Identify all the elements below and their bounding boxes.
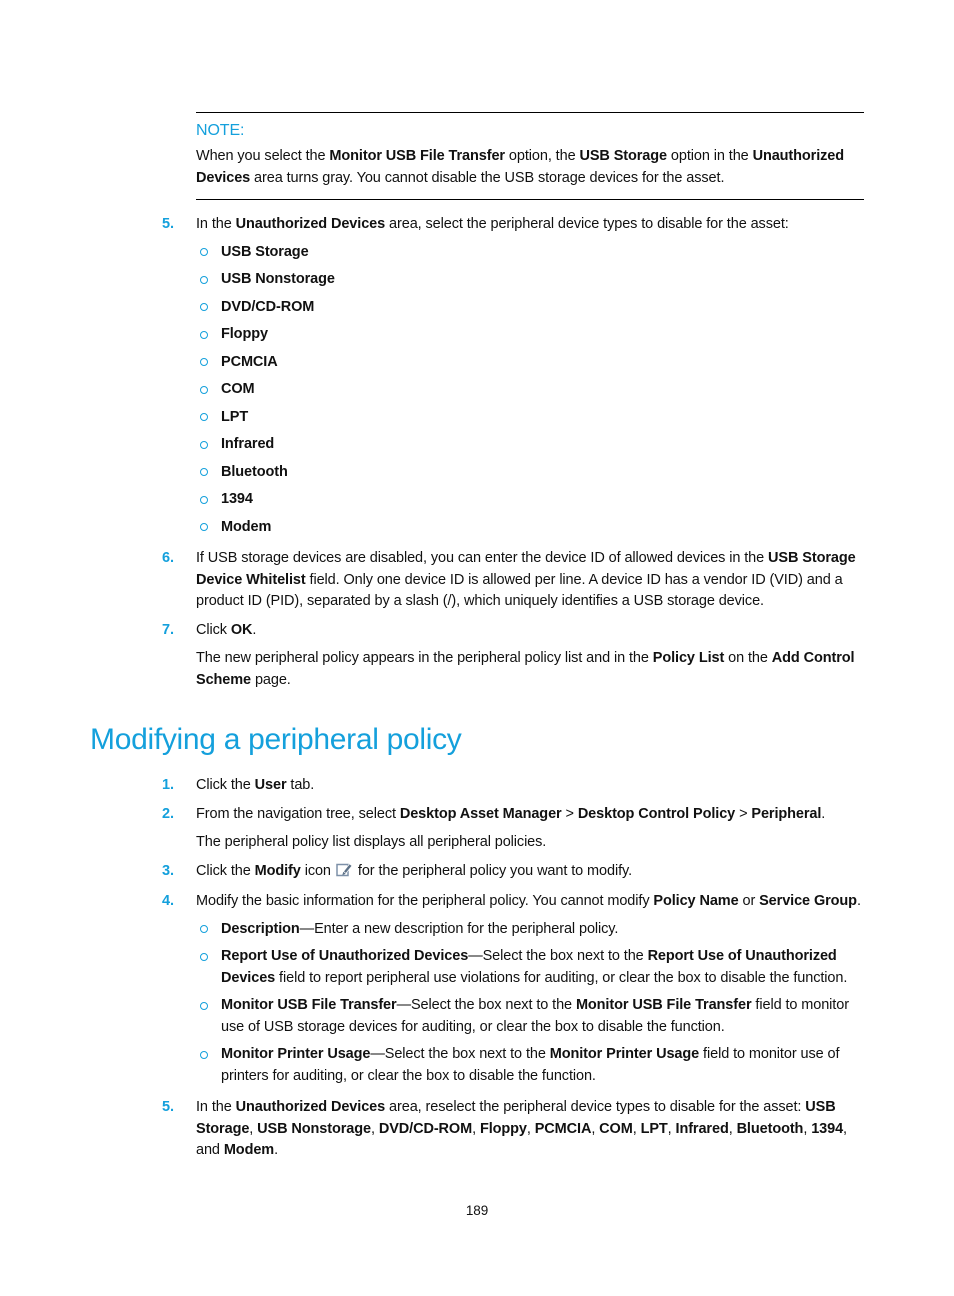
device-name: Modem bbox=[221, 518, 272, 535]
device-name: USB Nonstorage bbox=[221, 271, 335, 287]
step-text: Modify the basic information for the peripheral policy. You cannot modify Policy Name or Service Group. bbox=[196, 893, 861, 909]
section-heading: Modifying a peripheral policy bbox=[90, 723, 462, 756]
step-body bbox=[196, 775, 864, 797]
list-item bbox=[196, 462, 864, 484]
step-body bbox=[196, 214, 864, 541]
device-name: Floppy bbox=[221, 326, 268, 342]
device-name: 1394 bbox=[221, 491, 253, 507]
note-text: When you select the Monitor USB File Transfer option, the USB Storage option in the Unauthorized Devices area turns gray. You cannot disable the USB storage devices for the asset. bbox=[196, 148, 845, 186]
device-name: USB Storage bbox=[221, 243, 309, 260]
step-6-top bbox=[162, 548, 864, 613]
device-name: Bluetooth bbox=[221, 463, 288, 480]
list-item bbox=[196, 379, 864, 401]
modify-icon bbox=[336, 862, 353, 885]
option-text: Report Use of Unauthorized Devices—Select the box next to the Report Use of Unauthorized Devices field to report peripheral use violations for auditing, or clear the box to disable the function. bbox=[221, 948, 848, 986]
step-number: 2. bbox=[162, 805, 174, 822]
list-item bbox=[196, 517, 864, 539]
step-number: 4. bbox=[162, 893, 174, 909]
step-body bbox=[196, 1097, 864, 1162]
step-text-before: Click the Modify icon bbox=[196, 862, 331, 879]
list-item bbox=[196, 297, 864, 319]
circle-bullet-icon bbox=[200, 953, 208, 961]
step-text: Click OK. bbox=[196, 621, 257, 638]
page-number: 189 bbox=[465, 1203, 489, 1218]
option-text: Monitor Printer Usage—Select the box next to the Monitor Printer Usage field to monitor use of printers for auditing, or clear the box to disable the function. bbox=[221, 1046, 840, 1084]
step-number: 5. bbox=[162, 1099, 174, 1115]
device-name: COM bbox=[221, 381, 255, 397]
step-text: From the navigation tree, select Desktop Asset Manager > Desktop Control Policy > Peripheral. bbox=[196, 805, 826, 822]
circle-bullet-icon bbox=[200, 276, 208, 284]
circle-bullet-icon bbox=[200, 303, 208, 311]
device-list bbox=[196, 242, 864, 539]
list-item bbox=[196, 946, 864, 989]
step-text: If USB storage devices are disabled, you can enter the device ID of allowed devices in the USB Storage Device Whitelist field. Only one device ID is allowed per line. A device ID has a vendor ID (VID) and a product ID (PID), separated by a slash (/), which uniquely identifies a USB storage device. bbox=[196, 550, 856, 609]
step-body bbox=[196, 620, 864, 692]
circle-bullet-icon bbox=[200, 386, 208, 394]
step-3 bbox=[162, 861, 864, 885]
circle-bullet-icon bbox=[200, 496, 208, 504]
list-item bbox=[196, 995, 864, 1038]
circle-bullet-icon bbox=[200, 925, 208, 933]
circle-bullet-icon bbox=[200, 331, 208, 339]
device-name: LPT bbox=[221, 408, 249, 425]
step-7-top bbox=[162, 620, 864, 692]
circle-bullet-icon bbox=[200, 468, 208, 476]
device-name: PCMCIA bbox=[221, 353, 278, 370]
device-name: DVD/CD-ROM bbox=[221, 298, 315, 315]
step-number: 7. bbox=[162, 621, 174, 638]
list-item bbox=[196, 407, 864, 429]
note-box bbox=[196, 112, 864, 200]
step-number: 3. bbox=[162, 862, 174, 879]
step-2 bbox=[162, 804, 864, 854]
device-name: Infrared bbox=[221, 436, 275, 452]
step-5 bbox=[162, 1097, 864, 1162]
option-list bbox=[196, 919, 864, 1088]
step-4 bbox=[162, 891, 864, 1090]
circle-bullet-icon bbox=[200, 1051, 208, 1059]
note-label: NOTE: bbox=[196, 122, 245, 139]
option-text: Monitor USB File Transfer—Select the box next to the Monitor USB File Transfer field to monitor use of USB storage devices for auditing, or clear the box to disable the function. bbox=[221, 997, 849, 1035]
step-text: In the Unauthorized Devices area, reselect the peripheral device types to disable for the asset: USB Storage, USB Nonstorage, DVD/CD-ROM, Floppy, PCMCIA, COM, LPT, Infrared, Bluetooth, 1394, and Modem. bbox=[196, 1099, 847, 1158]
step-number: 5. bbox=[162, 216, 174, 232]
step-body bbox=[196, 804, 864, 854]
step-number: 1. bbox=[162, 777, 174, 793]
step-text-after: for the peripheral policy you want to modify. bbox=[357, 862, 633, 879]
list-item bbox=[196, 269, 864, 291]
step-5-top bbox=[162, 214, 864, 541]
circle-bullet-icon bbox=[200, 358, 208, 366]
step-text bbox=[196, 861, 864, 885]
option-text: Description—Enter a new description for the peripheral policy. bbox=[221, 920, 619, 937]
step-body bbox=[196, 891, 864, 1090]
list-item bbox=[196, 242, 864, 264]
circle-bullet-icon bbox=[200, 413, 208, 421]
list-item bbox=[196, 324, 864, 346]
list-item bbox=[196, 1044, 864, 1087]
circle-bullet-icon bbox=[200, 441, 208, 449]
step-1 bbox=[162, 775, 864, 797]
circle-bullet-icon bbox=[200, 248, 208, 256]
step-text: In the Unauthorized Devices area, select the peripheral device types to disable for the asset: bbox=[196, 216, 789, 232]
step-number: 6. bbox=[162, 550, 174, 566]
step-text: Click the User tab. bbox=[196, 777, 315, 793]
list-item bbox=[196, 434, 864, 456]
list-item bbox=[196, 919, 864, 941]
step-result-text: The peripheral policy list displays all peripheral policies. bbox=[196, 834, 547, 850]
step-body bbox=[196, 861, 864, 885]
step-body bbox=[196, 548, 864, 613]
circle-bullet-icon bbox=[200, 523, 208, 531]
list-item bbox=[196, 352, 864, 374]
step-result-text: The new peripheral policy appears in the peripheral policy list and in the Policy List on the Add Control Scheme page. bbox=[196, 650, 855, 688]
circle-bullet-icon bbox=[200, 1002, 208, 1010]
list-item bbox=[196, 489, 864, 511]
